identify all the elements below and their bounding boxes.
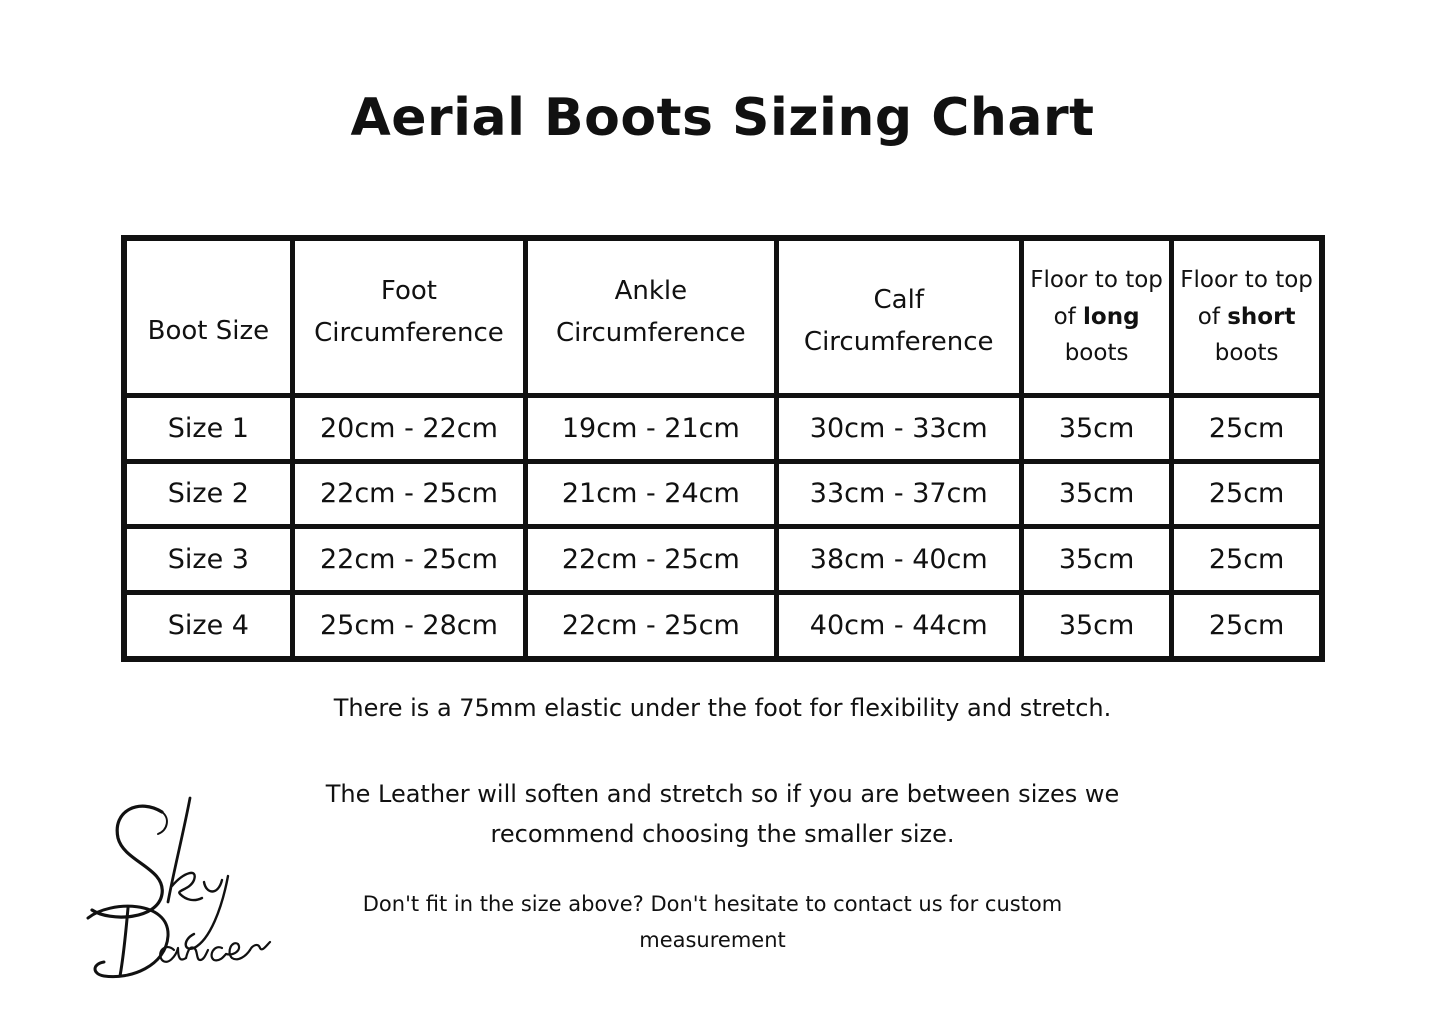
cell-short: 25cm [1172,396,1322,462]
header-long-pre: of [1053,303,1084,330]
cell-ankle: 22cm - 25cm [526,593,776,659]
leather-note-line2: recommend choosing the smaller size. [490,820,955,848]
header-calf-line1: Calf [873,285,924,316]
header-long-boots [1021,238,1171,396]
cell-foot: 22cm - 25cm [292,527,525,593]
cell-ankle: 19cm - 21cm [526,396,776,462]
custom-note-line2: measurement [639,928,786,952]
header-foot-line1: Foot [380,276,437,307]
header-short-bold: short [1227,303,1296,330]
header-ankle-line1: Ankle [614,276,688,307]
sizing-table-container [121,235,1325,662]
header-calf-line2: Circumference [803,327,994,357]
header-boot-size [124,238,292,396]
header-short-pre: of [1197,303,1228,330]
header-foot-line2: Circumference [314,318,504,348]
cell-long: 35cm [1021,593,1171,659]
cell-calf: 40cm - 44cm [776,593,1021,659]
cell-calf: 30cm - 33cm [776,396,1021,462]
cell-size: Size 1 [124,396,292,462]
header-foot-circumference [292,238,525,396]
elastic-note: There is a 75mm elastic under the foot for flexibility and stretch. [333,694,1112,722]
header-ankle-circumference [526,238,776,396]
sizing-table [121,235,1325,662]
sky-dancer-logo [70,790,290,990]
leather-note-line1: The Leather will soften and stretch so if you are between sizes we [325,780,1120,808]
cell-foot: 22cm - 25cm [292,461,525,527]
header-ankle-line2: Circumference [556,318,746,348]
header-short-line1: Floor to top [1180,266,1313,293]
cell-foot: 20cm - 22cm [292,396,525,462]
cell-short: 25cm [1172,593,1322,659]
header-long-bold: long [1083,303,1140,330]
cell-long: 35cm [1021,461,1171,527]
cell-ankle: 22cm - 25cm [526,527,776,593]
cell-size: Size 3 [124,527,292,593]
cell-calf: 33cm - 37cm [776,461,1021,527]
page-title: Aerial Boots Sizing Chart [350,88,1095,148]
cell-size: Size 4 [124,593,292,659]
header-calf-circumference [776,238,1021,396]
table-header-row [124,238,1322,396]
cell-foot: 25cm - 28cm [292,593,525,659]
custom-note-line1: Don't fit in the size above? Don't hesitate to contact us for custom [362,892,1063,916]
header-boot-size-label: Boot Size [147,316,270,347]
table-row [124,593,1322,659]
cell-calf: 38cm - 40cm [776,527,1021,593]
header-long-line3: boots [1064,340,1129,367]
cell-size: Size 2 [124,461,292,527]
table-row [124,461,1322,527]
cell-long: 35cm [1021,527,1171,593]
cell-ankle: 21cm - 24cm [526,461,776,527]
cell-short: 25cm [1172,527,1322,593]
header-short-line3: boots [1214,340,1279,367]
table-row [124,396,1322,462]
header-short-boots [1172,238,1322,396]
header-long-line1: Floor to top [1030,266,1163,293]
cell-long: 35cm [1021,396,1171,462]
cell-short: 25cm [1172,461,1322,527]
table-row [124,527,1322,593]
